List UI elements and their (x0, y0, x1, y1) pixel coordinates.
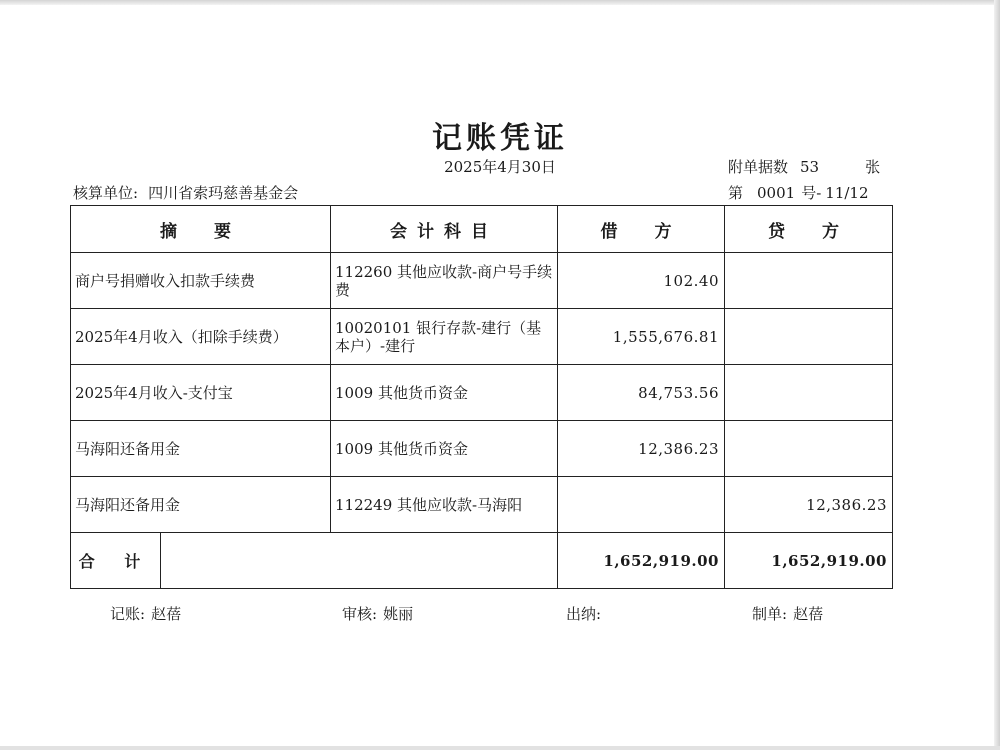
table-row (71, 309, 893, 365)
header-credit: 贷 方 (725, 206, 893, 253)
voucher-title: 记账凭证 (432, 121, 568, 156)
row-summary: 马海阳还备用金 (71, 477, 331, 533)
header-summary: 摘 要 (71, 206, 331, 253)
bookkeeper-name: 赵蓓 (151, 605, 182, 623)
accounting-unit (73, 182, 298, 203)
unit-name: 四川省索玛慈善基金会 (148, 184, 299, 202)
row-credit (725, 309, 893, 365)
table-row (71, 365, 893, 421)
attachments-label: 附单据数 (728, 158, 789, 176)
row-credit (725, 421, 893, 477)
voucher-page: 11/12 (825, 184, 869, 202)
row-debit: 102.40 (558, 253, 725, 309)
row-account: 10020101 银行存款-建行（基本户）-建行 (331, 309, 558, 365)
voucher-suffix: 号- (801, 184, 822, 202)
attachments-info (728, 156, 880, 177)
voucher-number (728, 182, 869, 203)
total-debit: 1,652,919.00 (558, 533, 725, 589)
row-debit: 1,555,676.81 (558, 309, 725, 365)
preparer-label: 制单: (752, 605, 788, 623)
table-row (71, 421, 893, 477)
row-summary: 2025年4月收入-支付宝 (71, 365, 331, 421)
row-credit (725, 365, 893, 421)
row-debit: 84,753.56 (558, 365, 725, 421)
unit-label: 核算单位: (73, 184, 139, 202)
row-summary: 马海阳还备用金 (71, 421, 331, 477)
table-row (71, 477, 893, 533)
row-account: 112260 其他应收款-商户号手续费 (331, 253, 558, 309)
reviewer-signature (342, 603, 413, 624)
row-credit (725, 253, 893, 309)
total-row (71, 533, 893, 589)
total-label: 合 计 (71, 533, 161, 589)
table-row (71, 253, 893, 309)
voucher-num: 0001 (757, 184, 796, 202)
voucher-table (70, 205, 893, 589)
total-blank (161, 533, 558, 589)
voucher-date: 2025年4月30日 (444, 158, 556, 176)
reviewer-label: 审核: (342, 605, 378, 623)
attachments-count: 53 (800, 158, 820, 176)
cashier-signature (566, 603, 607, 624)
voucher-prefix: 第 (728, 184, 744, 202)
total-credit: 1,652,919.00 (725, 533, 893, 589)
row-account: 1009 其他货币资金 (331, 421, 558, 477)
row-debit: 12,386.23 (558, 421, 725, 477)
scan-edge-top (0, 0, 1000, 5)
row-debit (558, 477, 725, 533)
bookkeeper-label: 记账: (110, 605, 146, 623)
row-account: 112249 其他应收款-马海阳 (331, 477, 558, 533)
cashier-label: 出纳: (566, 605, 602, 623)
preparer-name: 赵蓓 (793, 605, 824, 623)
header-debit: 借 方 (558, 206, 725, 253)
table-header-row (71, 206, 893, 253)
header-account: 会计科目 (331, 206, 558, 253)
row-summary: 商户号捐赠收入扣款手续费 (71, 253, 331, 309)
bookkeeper-signature (110, 603, 181, 624)
scan-edge-bottom (0, 746, 1000, 750)
reviewer-name: 姚丽 (383, 605, 414, 623)
row-summary: 2025年4月收入（扣除手续费） (71, 309, 331, 365)
row-account: 1009 其他货币资金 (331, 365, 558, 421)
attachments-unit: 张 (865, 158, 881, 176)
preparer-signature (752, 603, 823, 624)
row-credit: 12,386.23 (725, 477, 893, 533)
